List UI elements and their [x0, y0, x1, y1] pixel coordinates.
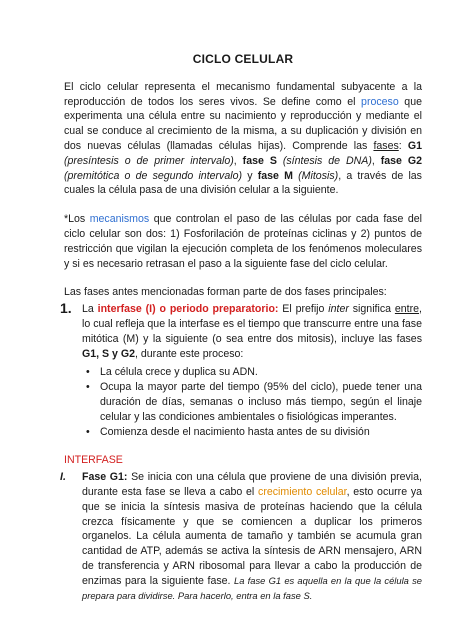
- list-number: 1.: [60, 300, 72, 317]
- keyword-mecanismos: mecanismos: [89, 213, 150, 226]
- item1-text-4: , durante este proceso:: [135, 347, 244, 360]
- phase-s-label: fase S: [242, 154, 277, 167]
- keyword-fases: fases: [373, 139, 399, 152]
- phase-m-desc: (Mitosis): [298, 169, 339, 182]
- mech-text-1: *Los: [64, 213, 90, 226]
- item1-text-1: El prefijo: [278, 303, 329, 316]
- fase-g1-text-1: Se inicia con una célula que proviene de una división previa, durante esta fase se lleva a cabo el: [82, 471, 422, 498]
- keyword-proceso: proceso: [361, 95, 399, 108]
- sep: ,: [233, 154, 243, 167]
- keyword-entre: entre: [394, 303, 420, 316]
- keyword-crecimiento: crecimiento celular: [258, 485, 347, 498]
- intro-text-3: :: [398, 139, 408, 152]
- phase-m-label: fase M: [257, 169, 293, 182]
- item1-text-3: , lo cual refleja que la interfase es el tiempo que transcurre entre una fase mitótica (M) y la siguiente (o sea entre dos mitosis), incluye las fases: [82, 303, 422, 345]
- intro-paragraph: [64, 80, 422, 198]
- interfase-heading: interfase (I) o periodo preparatorio:: [97, 303, 279, 316]
- phase-g2-desc: (premitótica o de segundo intervalo): [64, 169, 243, 182]
- item1-la: La: [82, 303, 98, 316]
- phase-g1-desc: (presíntesis o de primer intervalo): [64, 154, 234, 167]
- page-title: CICLO CELULAR: [192, 52, 294, 66]
- sep: ,: [371, 154, 381, 167]
- interfase-bullets: [64, 365, 422, 439]
- intro-text-2: que experimenta una célula entre su nacimiento y reproducción y mediante el cual se conduce al crecimiento de la misma, a su duplicación y división en dos nuevas células (llamadas células hijas). Comprende las: [64, 95, 422, 152]
- fase-g1-item: [60, 470, 423, 603]
- mechanisms-paragraph: [64, 212, 422, 271]
- keyword-inter: inter: [328, 303, 349, 316]
- sep: y: [242, 169, 258, 182]
- bullet-item: • La célula crece y duplica su ADN.: [100, 365, 422, 380]
- mech-text-2: que controlan el paso de las células por cada fase del ciclo celular son dos: 1) Fosforilación de proteínas ciclinas y 2) puntos de restricción que vigilan la ejecución completa de los fenómenos moleculares y si es necesario retrasan el paso a la siguiente fase del ciclo celular.: [64, 213, 422, 270]
- fase-g1-note: La fase G1 es aquella en la que la célula se prepara para dividirse. Para hacerlo, entra en la fase S.: [82, 574, 422, 601]
- bullet-item: • Ocupa la mayor parte del tiempo (95% del ciclo), puede tener una duración de días, semanas o incluso más tiempo, según el linaje celular y las condiciones ambientales o fisiológicas imperantes.: [100, 380, 422, 424]
- fase-g1-text-2: , esto ocurre ya que se inicia la síntesis masiva de proteínas haciendo que la célula crezca físicamente y que se comiencen a duplicar los primeros organelos. La célula aumenta de tamaño y también se acumula gran cantidad de ATP, además se activa la síntesis de ARN mensajero, ARN de transferencia y ARN ribosomal para llevar a cabo la producción de enzimas para la siguiente fase.: [82, 485, 423, 587]
- item1-text-2: significa: [348, 303, 395, 316]
- intro-text-1: El ciclo celular representa el mecanismo fundamental subyacente a la reproducción de todos los seres vivos. Se define como el: [64, 80, 422, 108]
- section-heading-interfase: INTERFASE: [64, 454, 123, 467]
- phase-g1-label: G1: [407, 139, 422, 152]
- phase-g2-label: fase G2: [380, 154, 423, 167]
- phase-s-desc: (síntesis de DNA): [282, 154, 372, 167]
- bullet-item: • Comienza desde el nacimiento hasta antes de su división: [100, 425, 422, 440]
- roman-numeral: I.: [60, 471, 66, 484]
- intro-text-4: , a través de las cuales la célula pasa de una división celular a la siguiente.: [64, 169, 422, 197]
- phases-intro: Las fases antes mencionadas forman parte de dos fases principales:: [64, 286, 387, 299]
- fase-g1-heading: Fase G1:: [82, 471, 128, 484]
- item1-phases: G1, S y G2: [82, 347, 135, 360]
- list-item-interfase: [60, 300, 422, 361]
